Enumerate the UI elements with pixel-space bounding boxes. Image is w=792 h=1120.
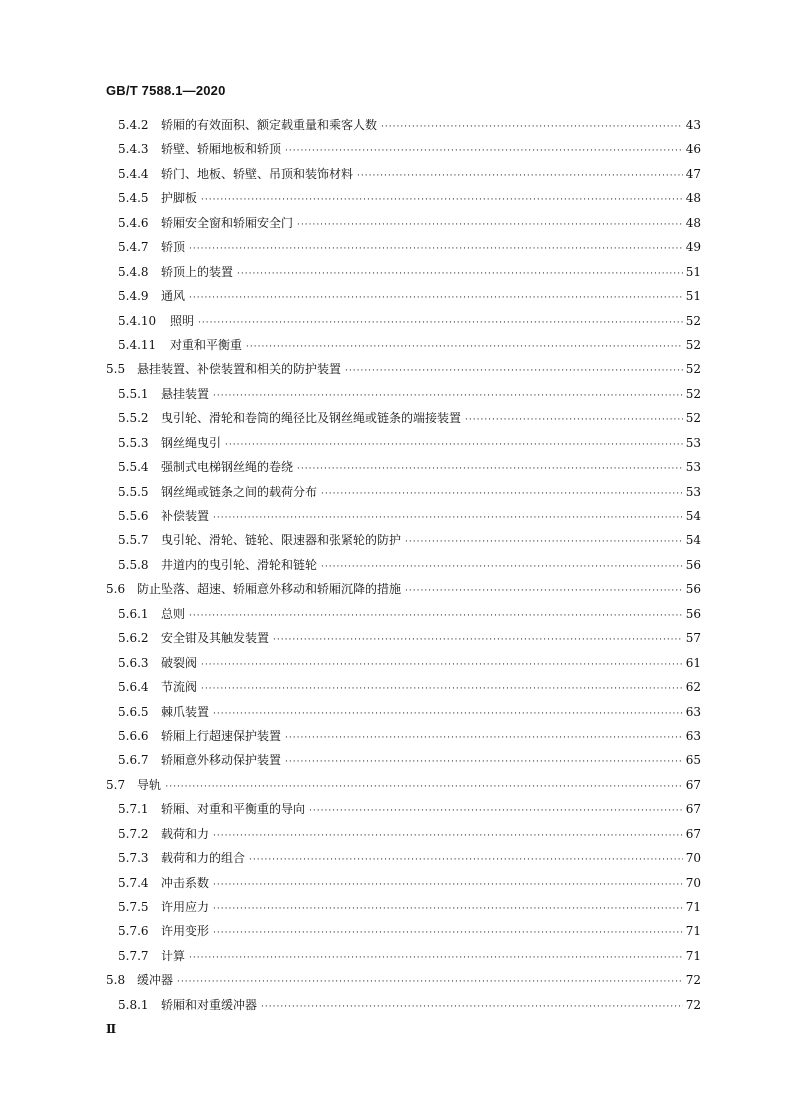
toc-entry[interactable]: [0, 605, 792, 629]
toc-entry[interactable]: [0, 116, 792, 140]
toc-entry-title: 轿壁、轿厢地板和轿顶: [161, 142, 282, 157]
toc-entry-title: 计算: [161, 948, 186, 963]
standard-code-header: GB/T 7588.1—2020: [106, 83, 226, 98]
toc-entry-page: 52: [685, 337, 701, 352]
toc-entry-number: 5.7.6: [118, 924, 149, 939]
toc-entry-number: 5.5.5: [118, 484, 149, 499]
toc-entry-page: 56: [685, 582, 701, 597]
toc-entry-page: 53: [685, 484, 701, 499]
toc-entry-number: 5.7: [106, 777, 126, 792]
toc-entry-number: 5.4.3: [118, 142, 149, 157]
toc-entry[interactable]: [0, 678, 792, 702]
dot-leader: [357, 171, 683, 181]
toc-entry-page: 63: [685, 704, 701, 719]
dot-leader: [309, 806, 683, 816]
toc-entry-page: 61: [685, 655, 701, 670]
toc-entry-page: 67: [685, 777, 701, 792]
toc-entry[interactable]: [0, 312, 792, 336]
dot-leader: [273, 635, 683, 645]
toc-entry-number: 5.7.2: [118, 826, 149, 841]
toc-entry[interactable]: [0, 531, 792, 555]
toc-entry-title: 悬挂装置、补偿装置和相关的防护装置: [137, 362, 342, 377]
dot-leader: [189, 953, 683, 963]
dot-leader: [297, 220, 683, 230]
toc-entry[interactable]: [0, 825, 792, 849]
toc-entry-title: 轿顶: [161, 240, 186, 255]
toc-entry-number: 5.4.9: [118, 289, 149, 304]
dot-leader: [405, 586, 683, 596]
toc-entry[interactable]: [0, 483, 792, 507]
toc-entry-number: 5.7.4: [118, 875, 149, 890]
toc-entry-number: 5.6.6: [118, 728, 149, 743]
toc-entry[interactable]: [0, 751, 792, 775]
toc-entry-number: 5.4.6: [118, 215, 149, 230]
toc-entry[interactable]: [0, 165, 792, 189]
toc-entry-page: 48: [685, 191, 701, 206]
toc-entry-page: 56: [685, 557, 701, 572]
toc-entry-number: 5.5.7: [118, 533, 149, 548]
toc-entry-title: 井道内的曳引轮、滑轮和链轮: [161, 557, 318, 572]
toc-entry[interactable]: [0, 849, 792, 873]
toc-entry-page: 51: [685, 289, 701, 304]
dot-leader: [465, 415, 683, 425]
toc-entry-number: 5.7.5: [118, 900, 149, 914]
toc-entry-number: 5.4.4: [118, 166, 149, 181]
toc-entry-page: 49: [685, 240, 701, 255]
dot-leader: [213, 928, 683, 938]
toc-entry-page: 56: [685, 606, 701, 621]
toc-entry-title: 总则: [161, 606, 186, 621]
toc-entry-title: 安全钳及其触发装置: [161, 631, 270, 646]
toc-entry-page: 52: [685, 386, 701, 401]
toc-entry-number: 5.6.1: [118, 606, 149, 621]
toc-entry-title: 许用应力: [161, 900, 210, 914]
toc-entry[interactable]: [0, 922, 792, 946]
toc-entry[interactable]: [0, 434, 792, 458]
dot-leader: [405, 537, 683, 547]
toc-entry-page: 47: [685, 166, 701, 181]
toc-entry[interactable]: [0, 727, 792, 751]
toc-entry-page: 62: [685, 680, 701, 695]
toc-entry[interactable]: [0, 947, 792, 971]
toc-entry-number: 5.4.11: [118, 337, 157, 352]
dot-leader: [189, 244, 683, 254]
toc-entry-title: 防止坠落、超速、轿厢意外移动和轿厢沉降的措施: [137, 582, 402, 597]
toc-entry-title: 轿顶上的装置: [161, 264, 234, 279]
toc-entry[interactable]: [0, 776, 792, 800]
toc-entry[interactable]: [0, 409, 792, 433]
toc-entry-title: 轿门、地板、轿壁、吊顶和装饰材料: [161, 166, 354, 181]
toc-entry-title: 钢丝绳曳引: [161, 435, 222, 450]
dot-leader: [213, 709, 683, 719]
toc-entry[interactable]: [0, 507, 792, 531]
toc-entry-page: 72: [685, 973, 701, 988]
toc-entry-number: 5.6.2: [118, 631, 149, 646]
dot-leader: [213, 831, 683, 841]
toc-entry-number: 5.4.10: [118, 313, 157, 328]
toc-entry[interactable]: [0, 556, 792, 580]
toc-entry-title: 轿厢安全窗和轿厢安全门: [161, 215, 294, 230]
toc-entry-number: 5.5.1: [118, 386, 149, 401]
toc-entry-page: 43: [685, 118, 701, 132]
toc-entry[interactable]: [0, 580, 792, 604]
toc-entry-title: 通风: [161, 289, 186, 304]
toc-entry-title: 导轨: [137, 777, 162, 792]
dot-leader: [381, 122, 683, 132]
dot-leader: [213, 513, 683, 523]
dot-leader: [246, 342, 683, 352]
toc-entry[interactable]: [0, 360, 792, 384]
toc-entry[interactable]: [0, 971, 792, 995]
toc-entry-page: 71: [685, 924, 701, 939]
toc-entry-number: 5.7.3: [118, 851, 149, 866]
toc-entry-number: 5.4.8: [118, 264, 149, 279]
toc-entry-title: 节流阀: [161, 680, 198, 695]
toc-entry-number: 5.6.7: [118, 753, 149, 768]
dot-leader: [201, 195, 683, 205]
dot-leader: [249, 855, 683, 865]
toc-entry-title: 棘爪装置: [161, 704, 210, 719]
toc-entry-title: 补偿装置: [161, 509, 210, 523]
dot-leader: [321, 562, 683, 572]
toc-entry-page: 65: [685, 753, 701, 768]
dot-leader: [345, 366, 683, 376]
toc-entry[interactable]: [0, 874, 792, 898]
dot-leader: [198, 318, 683, 328]
toc-entry-page: 70: [685, 851, 701, 866]
toc-entry-page: 71: [685, 900, 701, 914]
toc-entry-number: 5.5.8: [118, 557, 149, 572]
toc-entry-number: 5.6.4: [118, 680, 149, 695]
toc-entry[interactable]: [0, 898, 792, 922]
toc-entry-page: 52: [685, 313, 701, 328]
toc-entry[interactable]: [0, 140, 792, 164]
toc-entry[interactable]: [0, 996, 792, 1020]
toc-entry-number: 5.7.1: [118, 802, 149, 817]
toc-entry-number: 5.6.5: [118, 704, 149, 719]
toc-entry-page: 63: [685, 728, 701, 743]
toc-entry-page: 54: [685, 509, 701, 523]
toc-entry-title: 曳引轮、滑轮、链轮、限速器和张紧轮的防护: [161, 533, 402, 548]
toc-entry-title: 曳引轮、滑轮和卷筒的绳径比及钢丝绳或链条的端接装置: [161, 411, 462, 426]
toc-entry-title: 轿厢和对重缓冲器: [161, 997, 258, 1012]
toc-entry-title: 轿厢、对重和平衡重的导向: [161, 802, 306, 817]
toc-entry-page: 53: [685, 435, 701, 450]
toc-entry-title: 破裂阀: [161, 655, 198, 670]
toc-entry-number: 5.5.4: [118, 460, 149, 475]
toc-entry-number: 5.6: [106, 582, 126, 597]
toc-entry-number: 5.5.3: [118, 435, 149, 450]
toc-entry-title: 护脚板: [161, 191, 198, 206]
toc-entry-number: 5.8.1: [118, 997, 149, 1012]
dot-leader: [213, 904, 683, 914]
toc-entry[interactable]: [0, 214, 792, 238]
table-of-contents: [0, 116, 792, 1020]
dot-leader: [225, 440, 683, 450]
toc-entry-number: 5.4.5: [118, 191, 149, 206]
toc-entry[interactable]: [0, 385, 792, 409]
toc-entry-title: 照明: [170, 313, 195, 328]
toc-entry-title: 强制式电梯钢丝绳的卷绕: [161, 460, 294, 475]
toc-entry[interactable]: [0, 703, 792, 727]
toc-entry-number: 5.8: [106, 973, 126, 988]
toc-entry-page: 70: [685, 875, 701, 890]
toc-entry-number: 5.5.6: [118, 509, 149, 523]
toc-entry-page: 67: [685, 826, 701, 841]
toc-entry-page: 52: [685, 411, 701, 426]
toc-entry-number: 5.4.2: [118, 118, 149, 132]
toc-entry[interactable]: [0, 263, 792, 287]
dot-leader: [189, 293, 683, 303]
toc-entry-page: 71: [685, 948, 701, 963]
dot-leader: [285, 146, 683, 156]
toc-entry-number: 5.7.7: [118, 948, 149, 963]
toc-entry[interactable]: [0, 800, 792, 824]
toc-entry-number: 5.5.2: [118, 411, 149, 426]
dot-leader: [213, 391, 683, 401]
toc-entry[interactable]: [0, 458, 792, 482]
dot-leader: [285, 757, 683, 767]
page-number-footer: Ⅱ: [106, 1022, 117, 1036]
toc-entry[interactable]: [0, 189, 792, 213]
toc-entry-title: 载荷和力: [161, 826, 210, 841]
dot-leader: [165, 782, 683, 792]
dot-leader: [321, 489, 683, 499]
dot-leader: [189, 611, 683, 621]
toc-entry-title: 载荷和力的组合: [161, 851, 246, 866]
dot-leader: [177, 977, 683, 987]
toc-entry-page: 52: [685, 362, 701, 377]
toc-entry-page: 57: [685, 631, 701, 646]
toc-entry[interactable]: [0, 654, 792, 678]
toc-entry-title: 缓冲器: [137, 973, 174, 988]
toc-entry-number: 5.6.3: [118, 655, 149, 670]
toc-entry-title: 钢丝绳或链条之间的载荷分布: [161, 484, 318, 499]
toc-entry-title: 轿厢意外移动保护装置: [161, 753, 282, 768]
dot-leader: [213, 880, 683, 890]
toc-entry-page: 51: [685, 264, 701, 279]
toc-entry[interactable]: [0, 287, 792, 311]
toc-entry-page: 46: [685, 142, 701, 157]
toc-entry-number: 5.4.7: [118, 240, 149, 255]
toc-entry-title: 对重和平衡重: [170, 337, 243, 352]
toc-entry-page: 53: [685, 460, 701, 475]
toc-entry-page: 54: [685, 533, 701, 548]
toc-entry-title: 轿厢上行超速保护装置: [161, 728, 282, 743]
toc-entry-number: 5.5: [106, 362, 126, 377]
toc-entry-title: 冲击系数: [161, 875, 210, 890]
toc-entry-page: 67: [685, 802, 701, 817]
toc-entry[interactable]: [0, 629, 792, 653]
toc-entry-title: 轿厢的有效面积、额定载重量和乘客人数: [161, 118, 378, 132]
toc-entry-page: 48: [685, 215, 701, 230]
dot-leader: [285, 733, 683, 743]
toc-entry-title: 许用变形: [161, 924, 210, 939]
toc-entry-title: 悬挂装置: [161, 386, 210, 401]
toc-entry[interactable]: [0, 238, 792, 262]
dot-leader: [237, 269, 683, 279]
dot-leader: [261, 1002, 683, 1012]
dot-leader: [297, 464, 683, 474]
toc-entry[interactable]: [0, 336, 792, 360]
toc-entry-page: 72: [685, 997, 701, 1012]
dot-leader: [201, 660, 683, 670]
dot-leader: [201, 684, 683, 694]
